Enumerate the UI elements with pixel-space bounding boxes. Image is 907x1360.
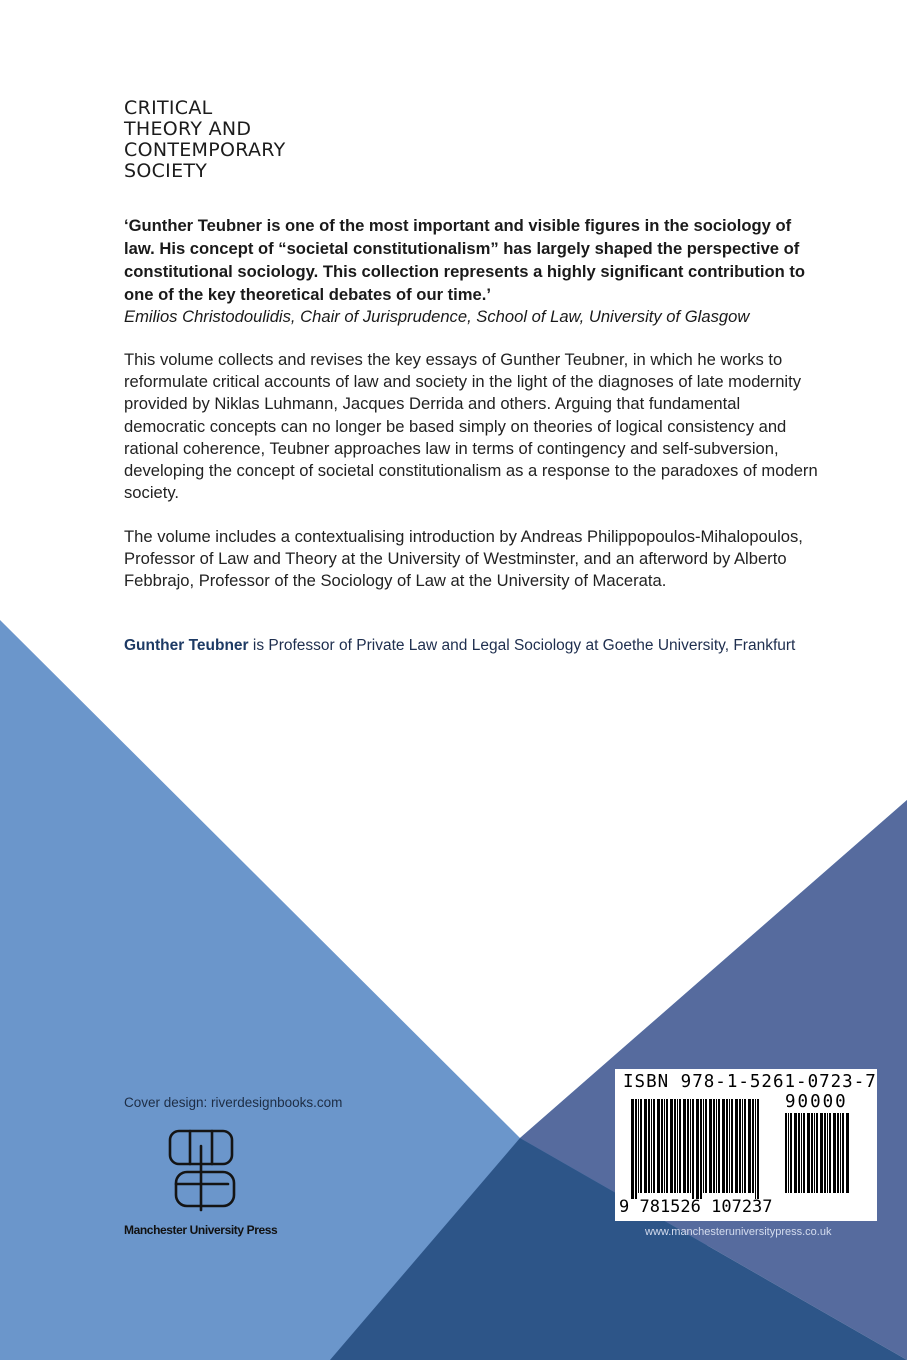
barcode-bar xyxy=(635,1099,637,1199)
barcode-bar xyxy=(803,1113,805,1193)
barcode-bar xyxy=(846,1113,849,1193)
barcode-bar xyxy=(726,1099,728,1193)
barcode-bar xyxy=(842,1113,844,1193)
mup-monogram-icon xyxy=(168,1128,238,1214)
series-title-line: CONTEMPORARY xyxy=(124,139,286,161)
series-title xyxy=(124,98,285,182)
barcode-bar xyxy=(690,1099,691,1193)
barcode-bar xyxy=(700,1099,702,1199)
barcode-bar xyxy=(824,1113,826,1193)
barcode-bar xyxy=(631,1099,634,1199)
isbn-label: ISBN 978-1-5261-0723-7 xyxy=(623,1072,877,1092)
barcode-bar xyxy=(816,1113,818,1193)
isbn-barcode xyxy=(615,1069,877,1221)
barcode-bar xyxy=(735,1099,738,1193)
barcode-bar xyxy=(653,1099,655,1193)
series-title-line: THEORY AND xyxy=(124,118,252,140)
barcode-bar xyxy=(713,1099,715,1193)
barcode-bar xyxy=(651,1099,652,1193)
barcode-bar xyxy=(674,1099,676,1193)
barcode-bar xyxy=(798,1113,800,1193)
barcode-bar xyxy=(677,1099,678,1193)
barcode-bar xyxy=(692,1099,694,1199)
barcode-bar xyxy=(648,1099,650,1193)
barcode-bar xyxy=(703,1099,704,1193)
barcode-bar xyxy=(661,1099,663,1193)
barcode-bar xyxy=(644,1099,647,1193)
series-title-line: SOCIETY xyxy=(124,160,208,182)
barcode-bar xyxy=(829,1113,831,1193)
barcode-bar xyxy=(801,1113,802,1193)
publisher-name: Manchester University Press xyxy=(124,1223,278,1237)
barcode-bar xyxy=(709,1099,712,1193)
description-paragraph: The volume includes a contextualising introduction by Andreas Philippopoulos-Mihalopoulos, Professor of Law and Theory at the University of Westminster, and an afterword by Alberto Febbrajo, Professor of the Sociology of Law at the University of Macerata. xyxy=(124,527,803,591)
barcode-bar xyxy=(705,1099,707,1193)
barcode-bar xyxy=(742,1099,743,1193)
endorsement-quote: ‘Gunther Teubner is one of the most important and visible figures in the sociology of law. His concept of “societal constitutionalism” has largely shaped the perspective of constitutional sociology. This collection represents a highly significant contribution to one of the key theoretical debates of our time.’ xyxy=(124,216,806,304)
barcode-bar xyxy=(840,1113,841,1193)
ean-barcode-bars xyxy=(631,1099,781,1199)
barcode-bar xyxy=(757,1099,759,1199)
barcode-bar xyxy=(820,1113,823,1193)
author-bio xyxy=(124,636,804,656)
barcode-bar xyxy=(837,1113,839,1193)
barcode-bar xyxy=(716,1099,717,1193)
barcode-bar xyxy=(827,1113,828,1193)
barcode-bar xyxy=(670,1099,673,1193)
description-paragraph: This volume collects and revises the key essays of Gunther Teubner, in which he works to reformulate critical accounts of law and society in the light of the diagnoses of late modernity provided by Niklas Luhmann, Jacques Derrida and others. Arguing that fundamental democratic concepts can no longer be based simply on theories of logical consistency and rational coherence, Teubner approaches law in terms of contingency and self-subversion, developing the concept of societal constitutionalism as a response to the paradoxes of modern society. xyxy=(124,350,818,503)
barcode-bar xyxy=(748,1099,751,1193)
barcode-bar xyxy=(687,1099,689,1193)
barcode-bar xyxy=(664,1099,665,1193)
barcode-bar xyxy=(752,1099,754,1193)
publisher-url: www.manchesteruniversitypress.co.uk xyxy=(645,1226,832,1238)
barcode-bar xyxy=(790,1113,792,1193)
barcode-bar xyxy=(683,1099,686,1193)
barcode-bar xyxy=(744,1099,746,1193)
addon-digits: 90000 xyxy=(785,1092,848,1112)
series-title-line: CRITICAL xyxy=(124,97,213,119)
barcode-bar xyxy=(679,1099,681,1193)
barcode-bar xyxy=(722,1099,725,1193)
barcode-bar xyxy=(807,1113,810,1193)
barcode-bar xyxy=(785,1113,787,1193)
barcode-bar xyxy=(731,1099,733,1193)
barcode-bar xyxy=(788,1113,789,1193)
barcode-bar xyxy=(657,1099,660,1193)
author-name: Gunther Teubner xyxy=(124,637,249,654)
barcode-bar xyxy=(638,1099,639,1193)
ean-digits: 9 781526 107237 xyxy=(619,1197,773,1217)
barcode-bar xyxy=(794,1113,797,1193)
endorsement-attribution: Emilios Christodoulidis, Chair of Jurisprudence, School of Law, University of Glasgow xyxy=(124,307,750,326)
cover-design-credit: Cover design: riverdesignbooks.com xyxy=(124,1095,343,1110)
author-bio-text: is Professor of Private Law and Legal Sociology at Goethe University, Frankfurt xyxy=(248,637,796,654)
barcode-bar xyxy=(696,1099,699,1199)
barcode-bar xyxy=(755,1099,756,1199)
barcode-bar xyxy=(718,1099,720,1193)
addon-barcode-bars xyxy=(785,1113,867,1195)
barcode-bar xyxy=(729,1099,730,1193)
barcode-bar xyxy=(833,1113,836,1193)
barcode-bar xyxy=(666,1099,668,1193)
barcode-bar xyxy=(640,1099,642,1193)
barcode-bar xyxy=(739,1099,741,1193)
barcode-bar xyxy=(814,1113,815,1193)
barcode-bar xyxy=(811,1113,813,1193)
